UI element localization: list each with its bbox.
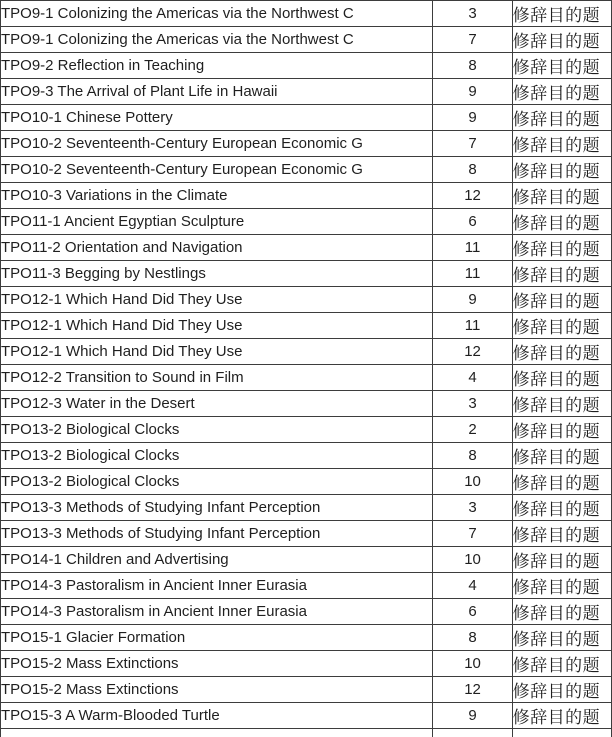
cell-passage-title[interactable]: TPO14-3 Pastoralism in Ancient Inner Eurasia: [1, 599, 433, 625]
table-row: [1, 313, 612, 339]
table-row: [1, 261, 612, 287]
cell-question-number[interactable]: 8: [433, 157, 512, 183]
table-row: [1, 495, 612, 521]
cell-question-number[interactable]: 9: [433, 105, 512, 131]
cell-question-type[interactable]: 修辞目的题: [512, 79, 611, 105]
cell-question-number[interactable]: 3: [433, 391, 512, 417]
table-row: [1, 209, 612, 235]
cell-question-type[interactable]: 修辞目的题: [512, 417, 611, 443]
cell-question-type[interactable]: 修辞目的题: [512, 391, 611, 417]
cell-question-type[interactable]: 修辞目的题: [512, 261, 611, 287]
table-row: [1, 729, 612, 737]
cell-question-type[interactable]: 修辞目的题: [512, 573, 611, 599]
cell-passage-title[interactable]: TPO12-3 Water in the Desert: [1, 391, 433, 417]
table-row: [1, 53, 612, 79]
cell-question-type[interactable]: [512, 729, 611, 737]
table-row: [1, 27, 612, 53]
table-row: [1, 521, 612, 547]
cell-passage-title[interactable]: TPO10-2 Seventeenth-Century European Economic G: [1, 131, 433, 157]
cell-question-number[interactable]: 9: [433, 703, 512, 729]
cell-question-type[interactable]: 修辞目的题: [512, 495, 611, 521]
cell-question-type[interactable]: 修辞目的题: [512, 651, 611, 677]
cell-passage-title[interactable]: TPO11-1 Ancient Egyptian Sculpture: [1, 209, 433, 235]
cell-passage-title[interactable]: TPO15-1 Glacier Formation: [1, 625, 433, 651]
cell-question-number[interactable]: 11: [433, 235, 512, 261]
cell-passage-title[interactable]: TPO10-3 Variations in the Climate: [1, 183, 433, 209]
table-row: [1, 417, 612, 443]
cell-question-number[interactable]: 3: [433, 495, 512, 521]
cell-question-type[interactable]: 修辞目的题: [512, 105, 611, 131]
cell-passage-title[interactable]: TPO11-3 Begging by Nestlings: [1, 261, 433, 287]
table-row: [1, 651, 612, 677]
table-row: [1, 235, 612, 261]
cell-question-number[interactable]: 4: [433, 573, 512, 599]
table-row: [1, 287, 612, 313]
table-row: [1, 365, 612, 391]
table-row: [1, 391, 612, 417]
cell-passage-title[interactable]: TPO9-1 Colonizing the Americas via the Northwest C: [1, 27, 433, 53]
cell-question-type[interactable]: 修辞目的题: [512, 53, 611, 79]
cell-passage-title[interactable]: TPO15-2 Mass Extinctions: [1, 677, 433, 703]
cell-question-number[interactable]: 10: [433, 547, 512, 573]
cell-passage-title[interactable]: TPO15-2 Mass Extinctions: [1, 651, 433, 677]
cell-question-type[interactable]: 修辞目的题: [512, 209, 611, 235]
cell-passage-title[interactable]: TPO13-2 Biological Clocks: [1, 443, 433, 469]
cell-passage-title[interactable]: TPO13-3 Methods of Studying Infant Perception: [1, 495, 433, 521]
cell-question-type[interactable]: 修辞目的题: [512, 677, 611, 703]
cell-question-type[interactable]: 修辞目的题: [512, 521, 611, 547]
cell-question-type[interactable]: 修辞目的题: [512, 313, 611, 339]
table-row: [1, 105, 612, 131]
table-row: [1, 131, 612, 157]
cell-passage-title[interactable]: TPO13-3 Methods of Studying Infant Perception: [1, 521, 433, 547]
cell-question-number[interactable]: 7: [433, 27, 512, 53]
cell-question-type[interactable]: 修辞目的题: [512, 469, 611, 495]
cell-question-number[interactable]: 9: [433, 287, 512, 313]
cell-question-type[interactable]: 修辞目的题: [512, 443, 611, 469]
cell-passage-title[interactable]: TPO12-1 Which Hand Did They Use: [1, 287, 433, 313]
cell-question-number[interactable]: 4: [433, 365, 512, 391]
cell-question-number[interactable]: 8: [433, 53, 512, 79]
cell-question-type[interactable]: 修辞目的题: [512, 625, 611, 651]
cell-passage-title[interactable]: TPO9-1 Colonizing the Americas via the Northwest C: [1, 1, 433, 27]
cell-question-type[interactable]: 修辞目的题: [512, 547, 611, 573]
cell-question-number[interactable]: 7: [433, 521, 512, 547]
cell-question-number[interactable]: 9: [433, 79, 512, 105]
cell-passage-title[interactable]: TPO14-1 Children and Advertising: [1, 547, 433, 573]
cell-question-number[interactable]: [433, 729, 512, 737]
cell-passage-title[interactable]: TPO14-3 Pastoralism in Ancient Inner Eurasia: [1, 573, 433, 599]
cell-question-type[interactable]: 修辞目的题: [512, 599, 611, 625]
cell-question-number[interactable]: 12: [433, 339, 512, 365]
cell-passage-title[interactable]: TPO10-1 Chinese Pottery: [1, 105, 433, 131]
table-row: [1, 677, 612, 703]
cell-question-number[interactable]: 11: [433, 261, 512, 287]
cell-passage-title[interactable]: TPO12-1 Which Hand Did They Use: [1, 313, 433, 339]
cell-question-number[interactable]: 12: [433, 677, 512, 703]
cell-question-type[interactable]: 修辞目的题: [512, 339, 611, 365]
table-row: [1, 339, 612, 365]
table-row: [1, 703, 612, 729]
table-row: [1, 547, 612, 573]
cell-question-number[interactable]: 7: [433, 131, 512, 157]
cell-passage-title[interactable]: TPO12-2 Transition to Sound in Film: [1, 365, 433, 391]
cell-question-type[interactable]: 修辞目的题: [512, 703, 611, 729]
cell-question-type[interactable]: 修辞目的题: [512, 287, 611, 313]
table-row: [1, 469, 612, 495]
cell-question-type[interactable]: 修辞目的题: [512, 183, 611, 209]
table-row: [1, 443, 612, 469]
cell-passage-title[interactable]: TPO12-1 Which Hand Did They Use: [1, 339, 433, 365]
cell-question-type[interactable]: 修辞目的题: [512, 27, 611, 53]
table-row: [1, 625, 612, 651]
cell-passage-title[interactable]: TPO9-2 Reflection in Teaching: [1, 53, 433, 79]
cell-question-number[interactable]: 10: [433, 469, 512, 495]
table-row: [1, 183, 612, 209]
cell-passage-title[interactable]: TPO10-2 Seventeenth-Century European Economic G: [1, 157, 433, 183]
cell-passage-title[interactable]: TPO11-2 Orientation and Navigation: [1, 235, 433, 261]
cell-question-number[interactable]: 11: [433, 313, 512, 339]
cell-passage-title[interactable]: TPO15-3 A Warm-Blooded Turtle: [1, 703, 433, 729]
table-row: [1, 157, 612, 183]
cell-passage-title[interactable]: [1, 729, 433, 737]
cell-question-number[interactable]: 12: [433, 183, 512, 209]
cell-question-number[interactable]: 8: [433, 625, 512, 651]
cell-question-type[interactable]: 修辞目的题: [512, 157, 611, 183]
cell-question-number[interactable]: 10: [433, 651, 512, 677]
table-row: [1, 573, 612, 599]
cell-question-number[interactable]: 6: [433, 599, 512, 625]
cell-question-type[interactable]: 修辞目的题: [512, 235, 611, 261]
cell-question-number[interactable]: 8: [433, 443, 512, 469]
table-row: [1, 599, 612, 625]
cell-question-number[interactable]: 6: [433, 209, 512, 235]
cell-question-number[interactable]: 2: [433, 417, 512, 443]
cell-question-number[interactable]: 3: [433, 1, 512, 27]
cell-passage-title[interactable]: TPO13-2 Biological Clocks: [1, 417, 433, 443]
rows: [1, 1, 612, 737]
cell-passage-title[interactable]: TPO13-2 Biological Clocks: [1, 469, 433, 495]
table-row: [1, 79, 612, 105]
cell-question-type[interactable]: 修辞目的题: [512, 365, 611, 391]
table-row: [1, 1, 612, 27]
cell-question-type[interactable]: 修辞目的题: [512, 131, 611, 157]
cell-question-type[interactable]: 修辞目的题: [512, 1, 611, 27]
cell-passage-title[interactable]: TPO9-3 The Arrival of Plant Life in Hawaii: [1, 79, 433, 105]
